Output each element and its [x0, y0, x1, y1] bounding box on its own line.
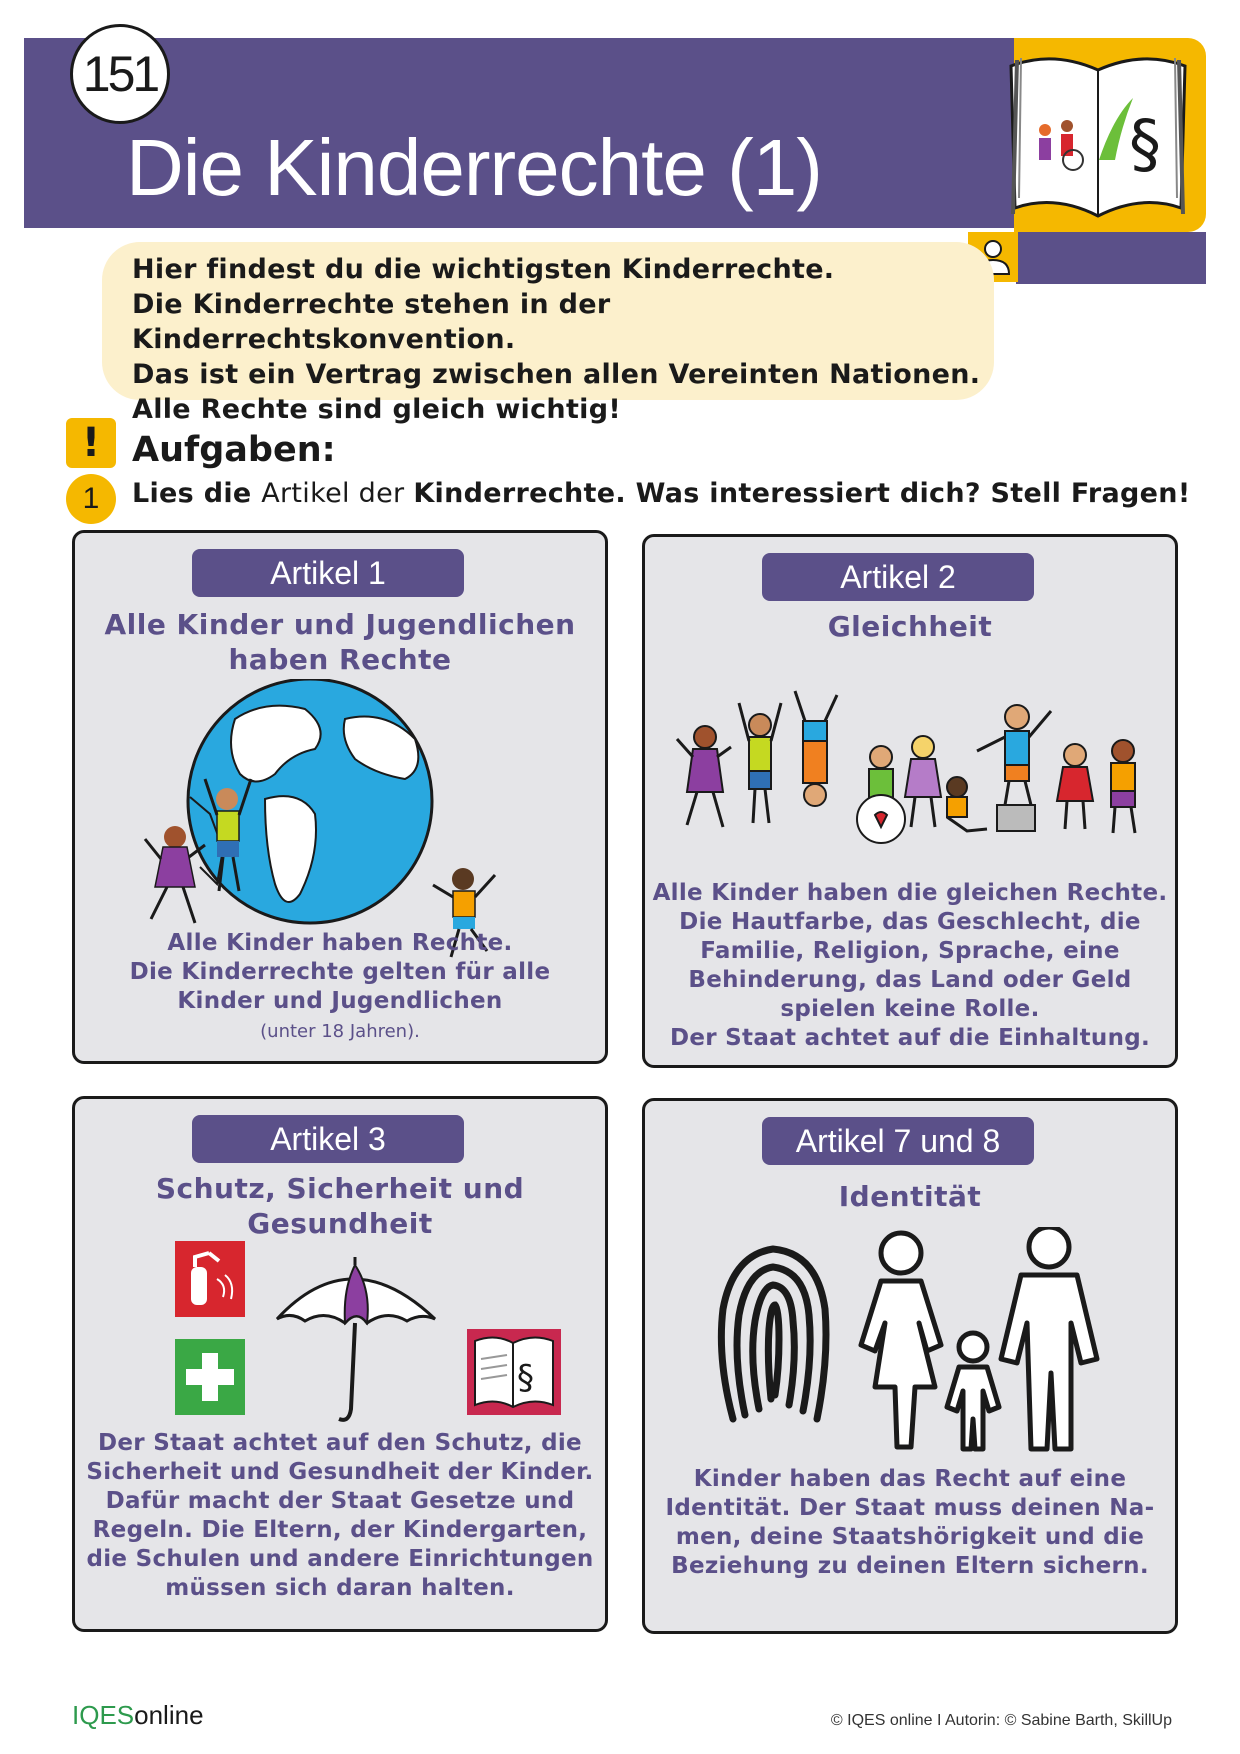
intro-line: Das ist ein Vertrag zwischen allen Vereinten Nationen.: [132, 359, 981, 390]
iqes-logo: IQESonline: [72, 1700, 204, 1730]
article-card-3: [72, 1096, 608, 1632]
intro-line: Die Kinderrechte stehen in der Kinderrechtskonvention.: [132, 289, 611, 355]
header-strip: [1016, 232, 1206, 284]
fingerprint-icon: [713, 1239, 833, 1439]
book-logo-icon: [1003, 48, 1193, 226]
law-book-icon: [467, 1329, 561, 1415]
intro-line: Hier findest du die wichtigsten Kinderrechte.: [132, 254, 835, 285]
article-title: Gleichheit: [827, 610, 993, 643]
intro-line: Alle Rechte sind gleich wichtig!: [132, 394, 621, 425]
article-card-1: [72, 530, 608, 1064]
article-label: Artikel 2: [762, 553, 1034, 601]
article-label: Artikel 7 und 8: [762, 1117, 1034, 1165]
worksheet-number: 151: [70, 24, 170, 124]
law-book-symbol: §: [517, 1358, 534, 1398]
svg-text:§: §: [1129, 108, 1161, 182]
page-title: Die Kinderrechte (1): [126, 123, 822, 212]
article-label: Artikel 3: [192, 1115, 464, 1163]
umbrella-icon: [271, 1249, 441, 1429]
article-label: Artikel 1: [192, 549, 464, 597]
article-title: Identität: [838, 1180, 982, 1213]
copyright-credit: © IQES online I Autorin: © Sabine Barth, SkillUp: [830, 1712, 1172, 1729]
step-number: 1: [66, 474, 116, 524]
diverse-children-icon: [665, 677, 1161, 857]
family-icon: [845, 1227, 1115, 1457]
task-instruction: Lies die Artikel der Kinderrechte. Was interessiert dich? Stell Fragen!: [132, 478, 1191, 509]
age-note: (unter 18 Jahren).: [260, 1021, 420, 1042]
first-aid-cross-icon: [175, 1339, 245, 1415]
article-title: Schutz, Sicherheit und Gesundheit: [155, 1172, 525, 1240]
article-text: Kinder haben das Recht auf eine Identität. Der Staat muss deinen Na- men, deine Staatshörigkeit und die Beziehung zu deinen Eltern sichern.: [665, 1466, 1155, 1579]
tasks-heading: Aufgaben:: [132, 430, 336, 470]
fire-extinguisher-icon: [175, 1241, 245, 1317]
intro-box: [102, 242, 994, 425]
article-card-2: [642, 534, 1178, 1068]
article-title: Alle Kinder und Jugendlichen haben Rechte: [104, 608, 576, 676]
exclamation-icon: !: [66, 418, 116, 468]
article-text: Alle Kinder haben Rechte. Die Kinderrechte gelten für alle Kinder und Jugendlichen: [129, 930, 551, 1014]
article-text: Alle Kinder haben die gleichen Rechte. Die Hautfarbe, das Geschlecht, die Familie, Religion, Sprache, eine Behinderung, das Land oder Geld spielen keine Rolle. Der Staat achtet auf die Einhaltung.: [652, 880, 1168, 1051]
article-text: Der Staat achtet auf den Schutz, die Sicherheit und Gesundheit der Kinder. Dafür macht der Staat Gesetze und Regeln. Die Eltern, der Kindergarten, die Schulen und andere Einrichtungen müssen sich daran halten.: [86, 1430, 594, 1601]
article-card-4: [642, 1098, 1178, 1634]
